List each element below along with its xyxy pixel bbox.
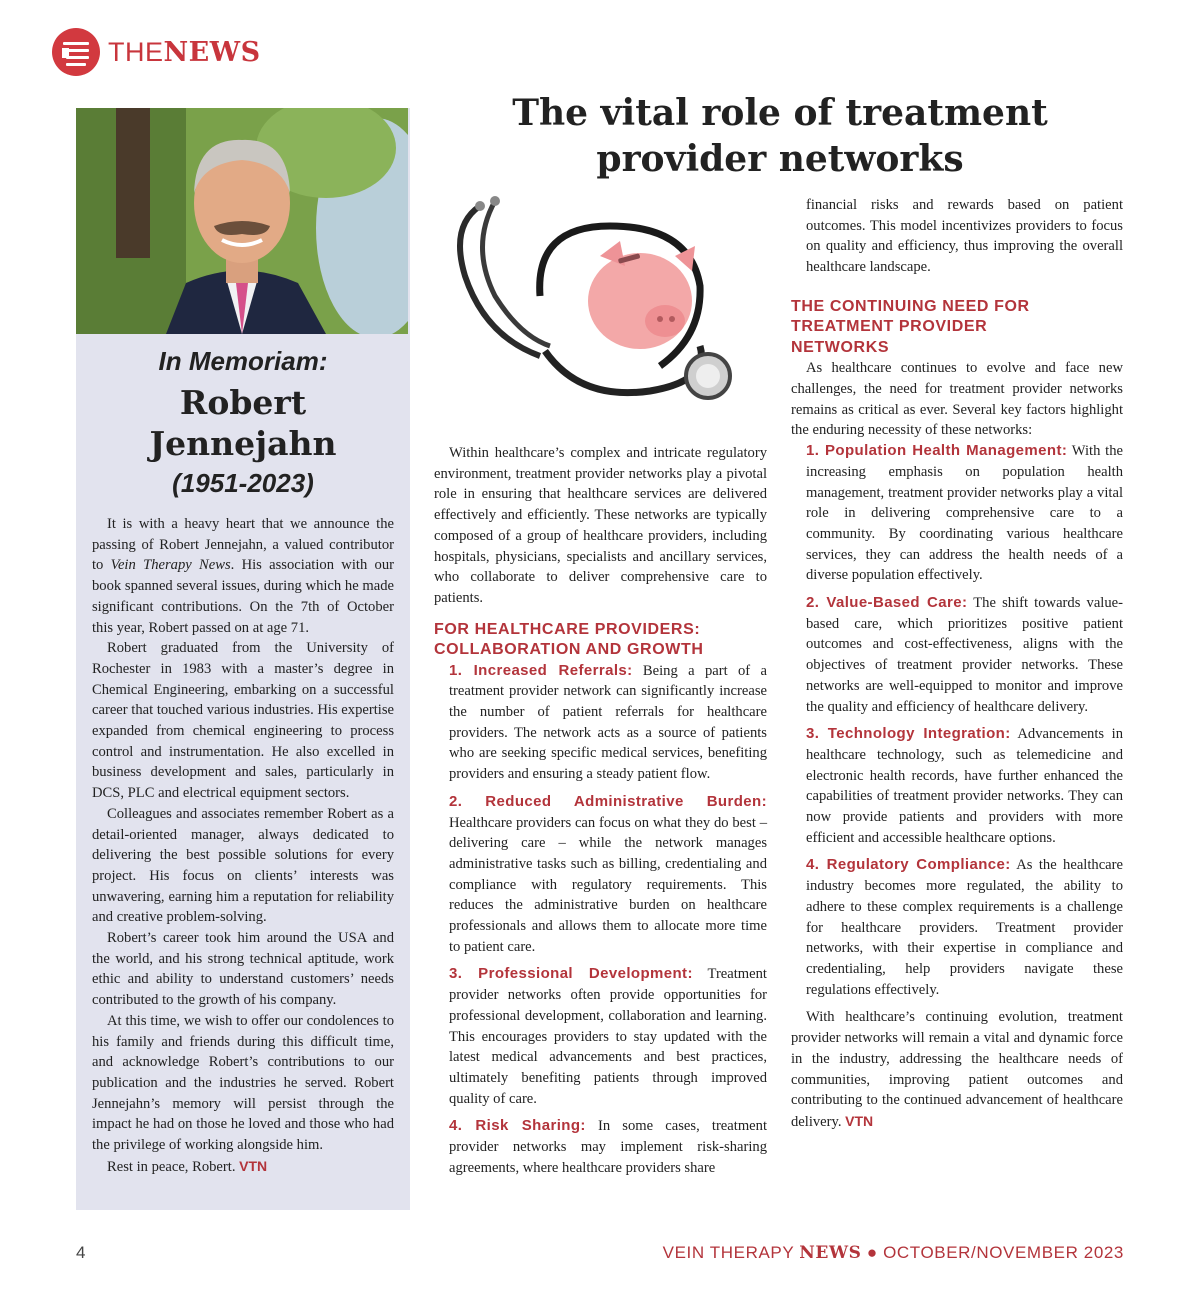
article-continued: financial risks and rewards based on patient outcomes. This model incentivizes providers to focus on quality and efficiency, thus improving the overall healthcare landscape. [806,197,1123,276]
page-number: 4 [76,1243,86,1262]
list-item: 2. Value-Based Care: The shift towards value-based care, which prioritizes positive patient outcomes and cost-effectiveness, aligns with the objectives of treatment provider networks. These networks are well-equipped to monitor and improve the quality and efficiency of healthcare delivery. [806,594,1123,715]
article-column-right [791,195,1123,1133]
list-item: 4. Risk Sharing: In some cases, treatment provider networks may implement risk-sharing agreements, where healthcare providers share [449,1117,767,1176]
memoriam-paragraph: Colleagues and associates remember Robert as a detail-oriented manager, always dedicated to delivering the best possible solutions for every project. His focus on clients’ interests was unwavering, earning him a reputation for reliability and creative problem-solving. [92,805,394,926]
article-conclusion: With healthcare’s continuing evolution, treatment provider networks will remain a vital and dynamic force in the industry, addressing the healthcare needs of communities, improving patient outcomes and contributing to the continued advancement of healthcare delivery. VTN [791,1009,1123,1130]
list-item: 4. Regulatory Compliance: As the healthcare industry becomes more regulated, the ability to adhere to these complex requirements is a challenge for healthcare providers. Treatment provider networks, with their expertise in compliance and credentialing, help providers navigate these regulations effectively. [806,856,1123,998]
list-item: 1. Increased Referrals: Being a part of a treatment provider network can significantly increase the number of patient referrals for healthcare providers. The network acts as a source of patients who are seeking specific medical services, benefiting providers and ensuring a steady patient flow. [449,661,767,783]
article-title: The vital role of treatment provider networks [512,92,1048,180]
memoriam-years: (1951-2023) [172,468,314,498]
memoriam-name: Robert Jennejahn [149,383,337,463]
vtn-sign: VTN [239,1157,268,1174]
memoriam-sidebar [76,108,410,1210]
memoriam-paragraph: It is with a heavy heart that we announce the passing of Robert Jennejahn, a valued contributor to Vein Therapy News. His association with our book spanned several issues, during which he made significant contributions. On the 7th of October this year, Robert passed on at age 71. [92,516,394,636]
vtn-sign: VTN [845,1112,874,1129]
stethoscope-piggy-bank-image [440,186,785,436]
list-item: 1. Population Health Management: With the increasing emphasis on population health management, treatment provider networks play a vital role in delivering comprehensive care to a community. By coordinating various healthcare services, they can address the health needs of a diverse population effectively. [806,442,1123,584]
the-news-logo [52,28,261,76]
section-heading-continuing-need: THE CONTINUING NEED FOR TREATMENT PROVIDER NETWORKS [791,297,1030,356]
article-column-middle [434,443,767,1179]
logo-text: THENEWS [108,36,261,68]
memoriam-body [92,514,394,1178]
memoriam-paragraph: Robert’s career took him around the USA and the world, and his strong technical aptitude, work ethic and ability to understand customers’ needs contributed to the growth of his company. [92,930,394,1009]
list-item: 3. Technology Integration: Advancements in healthcare technology, such as telemedicine and electronic health records, have further enhanced the capabilities of treatment provider networks. They can now provide patients and providers with more efficient and accessible healthcare options. [806,725,1123,846]
list-item: 3. Professional Development: Treatment provider networks often provide opportunities for professional development, collaboration and learning. This encourages providers to stay updated with the latest medical advancements and best practices, ultimately benefiting patients through improved quality of care. [449,965,767,1107]
footer-publication: VEIN THERAPY NEWS ● OCTOBER/NOVEMBER 2023 [662,1243,1124,1263]
memoriam-paragraph: Rest in peace, Robert. VTN [107,1157,268,1175]
list-item: 2. Reduced Administrative Burden: Healthcare providers can focus on what they do best – delivering care – while the network manages administrative tasks such as billing, credentialing and compliance with regulatory requirements. This reduces the administrative burden on healthcare professionals and allows them to allocate more time to patient care. [449,792,767,955]
newspaper-icon [52,28,100,76]
article-intro: Within healthcare’s complex and intricate regulatory environment, treatment provider networks play a pivotal role in ensuring that healthcare services are delivered effectively and efficiently. These networks are typically composed of a group of healthcare providers, including hospitals, physicians, specialists and ancillary services, who collaborate to deliver comprehensive care to patients. [434,445,767,606]
memoriam-paragraph: Robert graduated from the University of Rochester in 1983 with a master’s degree in Chemical Engineering, embarking on a successful career that touched various industries. His expertise expanded from chemical engineering to process control and instrumentation. He also excelled in business development and sales, particularly in DCS, PLC and electrical equipment sectors. [92,640,394,802]
portrait-photo [76,108,408,334]
memoriam-heading: In Memoriam: [158,346,328,376]
section-heading-providers: FOR HEALTHCARE PROVIDERS: COLLABORATION AND GROWTH [434,620,704,659]
section-intro: As healthcare continues to evolve and face new challenges, the need for treatment provider networks remains as critical as ever. Several key factors highlight the enduring necessity of these networks: [791,360,1123,439]
memoriam-paragraph: At this time, we wish to offer our condolences to his family and friends during this difficult time, and acknowledge Robert’s contributions to our publication and the industries he served. Robert Jennejahn’s memory will persist through the impact he had on those he loved and those who had the privilege of working alongside him. [92,1012,394,1154]
